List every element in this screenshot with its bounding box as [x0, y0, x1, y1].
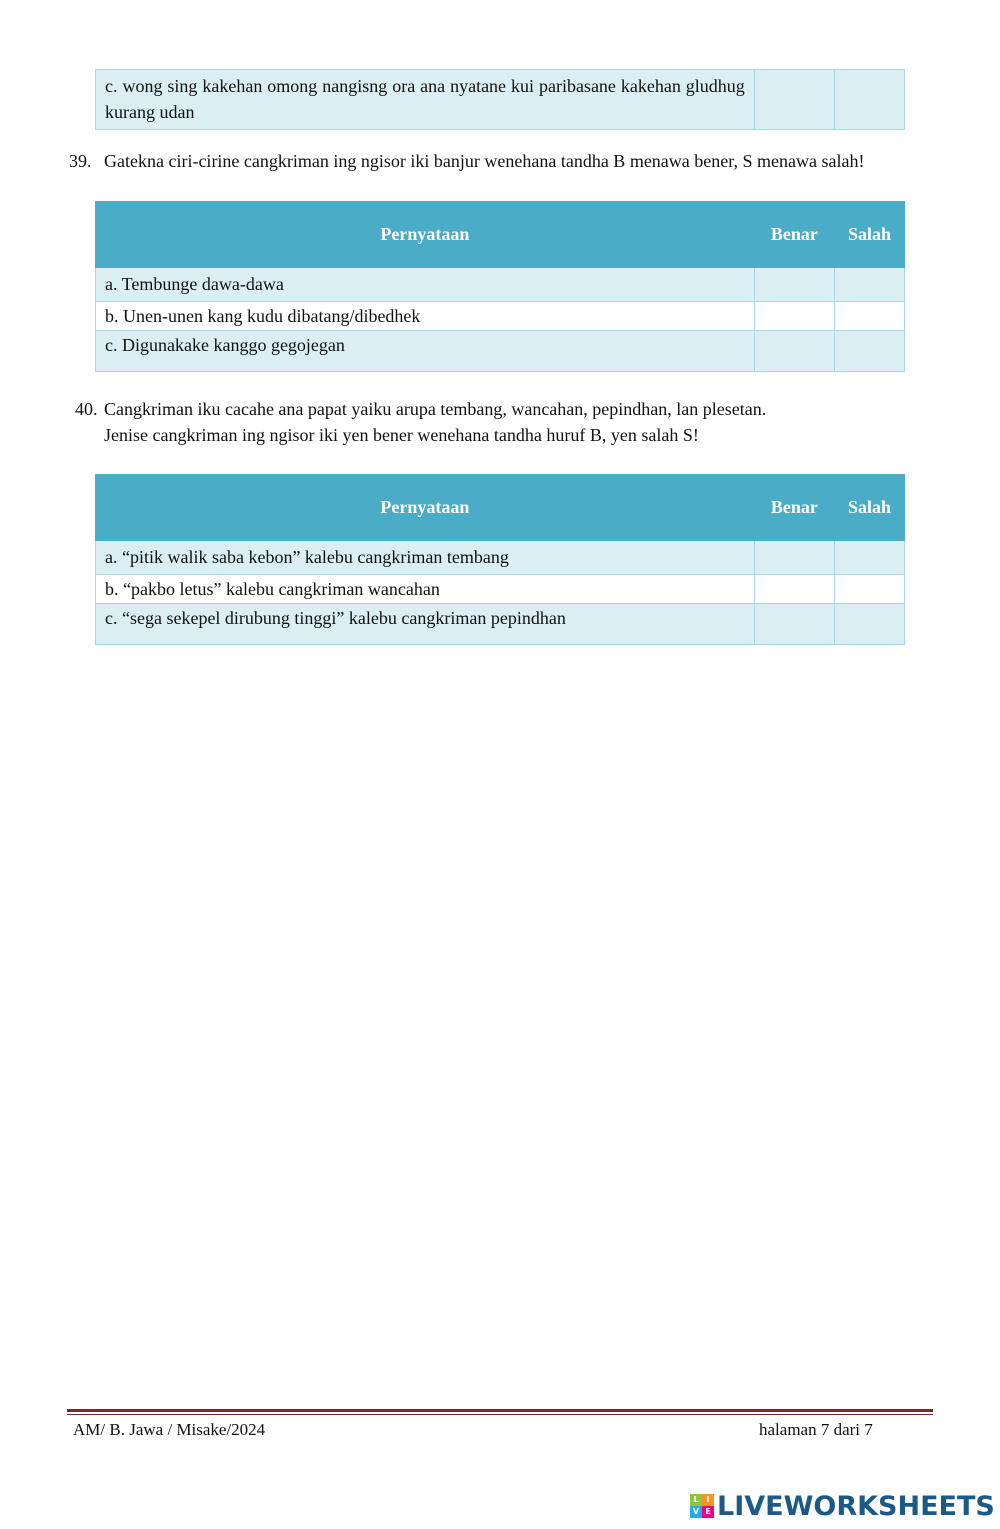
table-row	[96, 604, 905, 645]
statement-cell: a. Tembunge dawa-dawa	[96, 268, 755, 302]
question-number: 40.	[75, 399, 98, 419]
header-pernyataan: Pernyataan	[96, 475, 755, 541]
answer-cell-benar[interactable]	[754, 70, 834, 130]
table-row	[96, 70, 905, 130]
answer-cell-benar[interactable]	[754, 302, 834, 331]
answer-cell-benar[interactable]	[754, 541, 834, 575]
question-number: 39.	[69, 151, 92, 171]
statement-cell: c. Digunakake kanggo gegojegan	[96, 331, 755, 372]
statement-cell: b. “pakbo letus” kalebu cangkriman wancahan	[96, 575, 755, 604]
statement-cell: c. “sega sekepel dirubung tinggi” kalebu cangkriman pepindhan	[96, 604, 755, 645]
header-salah: Salah	[834, 475, 904, 541]
question-40-table	[95, 474, 905, 645]
table-header	[96, 475, 905, 541]
table-row	[96, 302, 905, 331]
answer-cell-salah[interactable]	[834, 575, 904, 604]
question-40	[75, 396, 935, 448]
liveworksheets-wordmark: LIVEWORKSHEETS	[717, 1490, 995, 1522]
liveworksheets-logo[interactable]	[690, 1488, 995, 1524]
question-text	[104, 396, 924, 448]
question-line-1: Cangkriman iku cacahe ana papat yaiku arupa tembang, wancahan, pepindhan, lan plesetan.	[104, 399, 767, 419]
table-row	[96, 575, 905, 604]
previous-question-table	[95, 69, 905, 130]
header-benar: Benar	[754, 475, 834, 541]
footer-divider-thin	[67, 1414, 933, 1415]
answer-cell-salah[interactable]	[834, 302, 904, 331]
table-row	[96, 331, 905, 372]
answer-cell-salah[interactable]	[834, 541, 904, 575]
question-line-2: Jenise cangkriman ing ngisor iki yen bener wenehana tandha huruf B, yen salah S!	[104, 425, 699, 445]
answer-cell-benar[interactable]	[754, 268, 834, 302]
liveworksheets-icon: L I V E	[690, 1494, 714, 1518]
header-salah: Salah	[834, 202, 904, 268]
answer-cell-salah[interactable]	[834, 604, 904, 645]
header-benar: Benar	[754, 202, 834, 268]
table-row	[96, 268, 905, 302]
statement-cell: a. “pitik walik saba kebon” kalebu cangkriman tembang	[96, 541, 755, 575]
answer-cell-salah[interactable]	[834, 331, 904, 372]
question-39	[69, 148, 931, 200]
statement-cell: b. Unen-unen kang kudu dibatang/dibedhek	[96, 302, 755, 331]
table-header	[96, 202, 905, 268]
table-row	[96, 541, 905, 575]
footer-document-code: AM/ B. Jawa / Misake/2024	[73, 1420, 266, 1439]
question-text: Gatekna ciri-cirine cangkriman ing ngisor iki banjur wenehana tandha B menawa bener, S menawa salah!	[104, 151, 865, 171]
statement-cell: c. wong sing kakehan omong nangisng ora ana nyatane kui paribasane kakehan gludhug kurang udan	[96, 70, 755, 130]
answer-cell-benar[interactable]	[754, 575, 834, 604]
footer-divider-thick	[67, 1409, 933, 1412]
question-39-table	[95, 201, 905, 372]
header-pernyataan: Pernyataan	[96, 202, 755, 268]
answer-cell-salah[interactable]	[834, 268, 904, 302]
footer-page-number: halaman 7 dari 7	[759, 1420, 873, 1439]
answer-cell-salah[interactable]	[834, 70, 904, 130]
answer-cell-benar[interactable]	[754, 331, 834, 372]
answer-cell-benar[interactable]	[754, 604, 834, 645]
